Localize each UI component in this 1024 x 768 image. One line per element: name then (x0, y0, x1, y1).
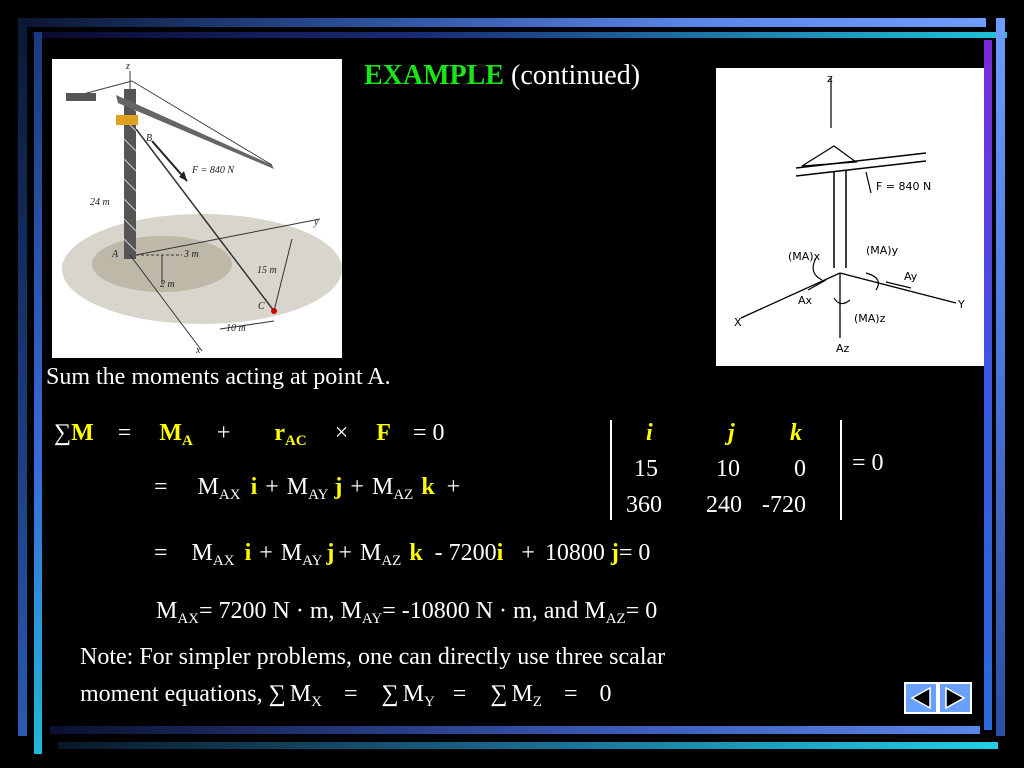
note-line-1: Note: For simpler problems, one can directly use three scalar (80, 644, 666, 670)
det-row2-c3: -720 (762, 492, 806, 518)
photo-2m-label: 2 m (160, 279, 175, 290)
equation-moment-sum: $\sum M = M_A + r_{AC} \times F = 0$ (54, 420, 445, 449)
next-slide-button[interactable] (938, 682, 972, 714)
photo-height-label: 24 m (90, 197, 110, 208)
determinant-left-bar (610, 420, 612, 520)
frame-bar-right (996, 18, 1005, 736)
photo-a-label: A (112, 249, 119, 260)
sketch-force-label: F = 840 N (876, 180, 932, 193)
det-row1-c2: 10 (716, 456, 740, 482)
det-header-j: j (728, 420, 735, 446)
title-keyword: EXAMPLE (364, 60, 504, 91)
frame-bar-right-inner (984, 40, 992, 730)
sketch-maz-label: (MA)z (854, 312, 886, 325)
frame-bar-left-inner (34, 32, 42, 754)
frame-bar-bottom (50, 726, 980, 734)
photo-x-label: x (196, 345, 201, 356)
sketch-z-label: z (827, 72, 833, 85)
sum-symbol: ∑ (54, 420, 72, 446)
sketch-ay-label: Ay (904, 270, 918, 283)
title-rest: (continued) (511, 60, 641, 91)
photo-3m-label: 3 m (184, 249, 199, 260)
det-row1-c3: 0 (794, 456, 806, 482)
slide-title (364, 60, 640, 92)
frame-bar-left (18, 18, 27, 736)
sketch-may-label: (MA)y (866, 244, 899, 257)
photo-10m-label: 10 m (226, 323, 246, 334)
free-body-diagram (716, 68, 984, 366)
equation-expansion: = $M_{AX}$ $i + M_{AY}$ $j + M_{AZ}$ k + (154, 474, 461, 503)
photo-c-label: C (258, 301, 265, 312)
frame-bar-bottom-inner (58, 742, 998, 749)
det-header-k: k (790, 420, 802, 446)
det-row2-c1: 360 (626, 492, 662, 518)
crane-figure (52, 59, 342, 358)
determinant-right-bar (840, 420, 842, 520)
sketch-az-label: Az (836, 342, 850, 355)
sketch-x-label: X (734, 316, 742, 329)
note-line-2: moment equations, ∑ $M_X$ = ∑ $M_Y$ = ∑ $M_Z = 0$ (80, 681, 612, 710)
sketch-max-label: (MA)x (788, 250, 821, 263)
intro-text: Sum the moments acting at point A. (46, 364, 391, 390)
prev-slide-button[interactable] (904, 682, 938, 714)
photo-z-label: z (126, 61, 130, 72)
triangle-right-icon (940, 684, 970, 712)
equation-result: = $M_{AX}$ $i + M_{AY}$ $j + M_{AZ}$ k - 7200i + 10800 j= 0 (154, 540, 651, 569)
photo-y-label: y (314, 217, 319, 228)
photo-15m-label: 15 m (257, 265, 277, 276)
photo-b-label: B (146, 133, 153, 144)
det-header-i: i (646, 420, 653, 446)
frame-bar-top (18, 18, 986, 27)
frame-bar-top-inner (32, 32, 1007, 38)
det-result: = 0 (852, 450, 884, 476)
sketch-ax-label: Ax (798, 294, 813, 307)
triangle-left-icon (906, 684, 936, 712)
photo-force-label: F = 840 N (192, 165, 235, 176)
det-row2-c2: 240 (706, 492, 742, 518)
det-row1-c1: 15 (634, 456, 658, 482)
equation-values: $M_{AX}= 7200$ N · m, $M_{AY}= -10800$ N · m, and $M_{AZ}= 0$ (156, 598, 658, 627)
sketch-y-label: Y (958, 298, 965, 311)
